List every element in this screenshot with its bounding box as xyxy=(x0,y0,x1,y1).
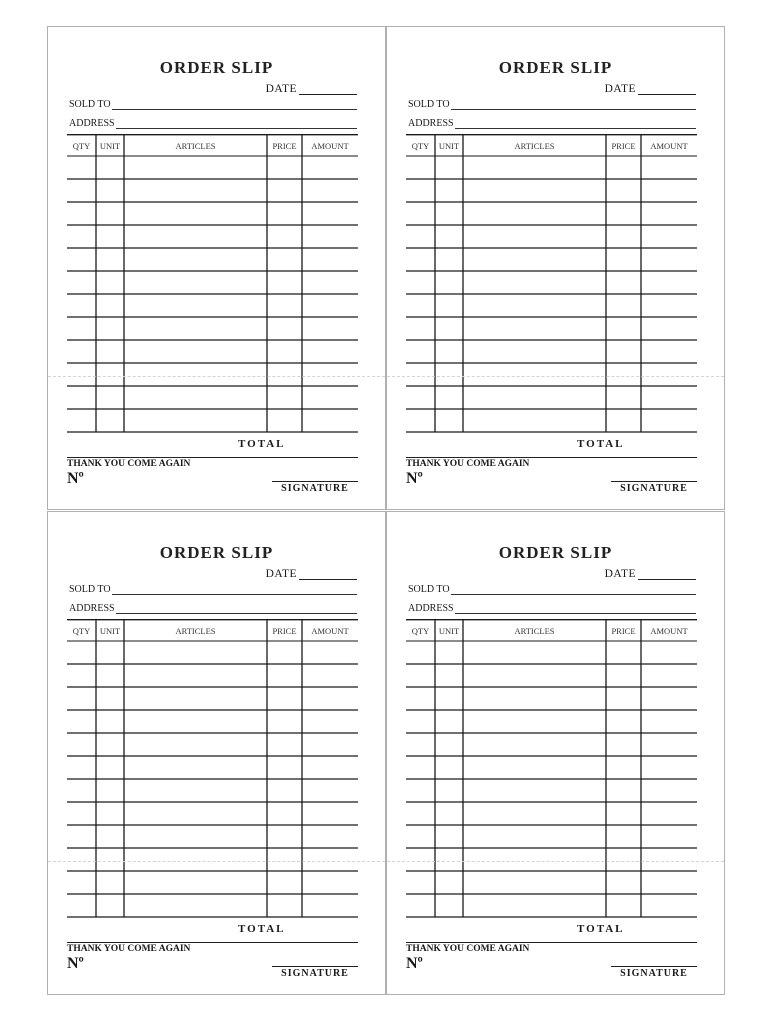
address-input-line[interactable] xyxy=(455,119,696,129)
thank-you-text: THANK YOU COME AGAIN xyxy=(406,459,530,469)
date-field[interactable] xyxy=(605,83,696,95)
slip-title: ORDER SLIP xyxy=(159,543,274,562)
slip-title: ORDER SLIP xyxy=(159,58,274,77)
total-label: TOTAL xyxy=(577,923,625,935)
total-underline xyxy=(67,942,358,943)
items-table-grid xyxy=(67,619,358,919)
address-label: ADDRESS xyxy=(69,118,115,129)
col-header-articles: ARTICLES xyxy=(175,626,216,636)
col-header-unit: UNIT xyxy=(438,141,460,151)
perforation-line xyxy=(387,861,724,862)
sold-to-field[interactable] xyxy=(408,584,696,595)
date-field[interactable] xyxy=(266,568,357,580)
number-label: Nº xyxy=(406,955,423,972)
order-slip-2 xyxy=(386,26,725,510)
col-header-unit: UNIT xyxy=(99,141,121,151)
date-field[interactable] xyxy=(605,568,696,580)
order-slip-1 xyxy=(47,26,386,510)
items-table-grid xyxy=(406,134,697,434)
slip-title: ORDER SLIP xyxy=(498,58,613,77)
sold-to-input-line[interactable] xyxy=(451,585,696,595)
signature-line[interactable] xyxy=(272,966,358,967)
col-header-price: PRICE xyxy=(272,141,297,151)
date-label: DATE xyxy=(265,568,297,580)
items-table-grid xyxy=(406,619,697,919)
col-header-qty: QTY xyxy=(411,626,430,636)
signature-label: SIGNATURE xyxy=(281,483,349,494)
col-header-price: PRICE xyxy=(611,626,636,636)
col-header-qty: QTY xyxy=(72,626,91,636)
col-header-unit: UNIT xyxy=(99,626,121,636)
number-label: Nº xyxy=(67,955,84,972)
sold-to-field[interactable] xyxy=(69,584,357,595)
total-underline xyxy=(406,457,697,458)
thank-you-text: THANK YOU COME AGAIN xyxy=(67,459,191,469)
address-field[interactable] xyxy=(69,603,357,614)
col-header-amount: AMOUNT xyxy=(650,626,688,636)
address-label: ADDRESS xyxy=(408,603,454,614)
date-input-line[interactable] xyxy=(299,83,357,95)
address-label: ADDRESS xyxy=(69,603,115,614)
date-field[interactable] xyxy=(266,83,357,95)
date-input-line[interactable] xyxy=(638,83,696,95)
perforation-line xyxy=(387,376,724,377)
col-header-price: PRICE xyxy=(611,141,636,151)
total-label: TOTAL xyxy=(238,923,286,935)
items-table xyxy=(67,619,358,919)
sold-to-input-line[interactable] xyxy=(112,100,357,110)
items-table xyxy=(406,619,697,919)
col-header-unit: UNIT xyxy=(438,626,460,636)
signature-label: SIGNATURE xyxy=(620,968,688,979)
address-field[interactable] xyxy=(408,118,696,129)
number-label: Nº xyxy=(67,470,84,487)
col-header-articles: ARTICLES xyxy=(514,626,555,636)
sold-to-field[interactable] xyxy=(408,99,696,110)
date-label: DATE xyxy=(604,83,636,95)
date-label: DATE xyxy=(265,83,297,95)
col-header-articles: ARTICLES xyxy=(175,141,216,151)
address-input-line[interactable] xyxy=(116,604,357,614)
signature-label: SIGNATURE xyxy=(281,968,349,979)
total-underline xyxy=(406,942,697,943)
items-table-grid xyxy=(67,134,358,434)
signature-line[interactable] xyxy=(611,481,697,482)
sold-to-label: SOLD TO xyxy=(69,584,111,595)
thank-you-text: THANK YOU COME AGAIN xyxy=(67,944,191,954)
total-label: TOTAL xyxy=(577,438,625,450)
total-underline xyxy=(67,457,358,458)
date-label: DATE xyxy=(604,568,636,580)
address-field[interactable] xyxy=(408,603,696,614)
address-label: ADDRESS xyxy=(408,118,454,129)
signature-line[interactable] xyxy=(272,481,358,482)
items-table xyxy=(406,134,697,434)
sold-to-input-line[interactable] xyxy=(112,585,357,595)
col-header-qty: QTY xyxy=(72,141,91,151)
address-field[interactable] xyxy=(69,118,357,129)
sold-to-input-line[interactable] xyxy=(451,100,696,110)
date-input-line[interactable] xyxy=(638,568,696,580)
date-input-line[interactable] xyxy=(299,568,357,580)
col-header-amount: AMOUNT xyxy=(650,141,688,151)
address-input-line[interactable] xyxy=(455,604,696,614)
signature-label: SIGNATURE xyxy=(620,483,688,494)
address-input-line[interactable] xyxy=(116,119,357,129)
total-label: TOTAL xyxy=(238,438,286,450)
order-slip-3 xyxy=(47,511,386,995)
thank-you-text: THANK YOU COME AGAIN xyxy=(406,944,530,954)
sold-to-label: SOLD TO xyxy=(69,99,111,110)
items-table xyxy=(67,134,358,434)
order-slip-4 xyxy=(386,511,725,995)
sold-to-field[interactable] xyxy=(69,99,357,110)
perforation-line xyxy=(48,376,385,377)
sold-to-label: SOLD TO xyxy=(408,99,450,110)
col-header-amount: AMOUNT xyxy=(311,626,349,636)
col-header-qty: QTY xyxy=(411,141,430,151)
signature-line[interactable] xyxy=(611,966,697,967)
col-header-articles: ARTICLES xyxy=(514,141,555,151)
sold-to-label: SOLD TO xyxy=(408,584,450,595)
number-label: Nº xyxy=(406,470,423,487)
perforation-line xyxy=(48,861,385,862)
slip-title: ORDER SLIP xyxy=(498,543,613,562)
col-header-price: PRICE xyxy=(272,626,297,636)
col-header-amount: AMOUNT xyxy=(311,141,349,151)
